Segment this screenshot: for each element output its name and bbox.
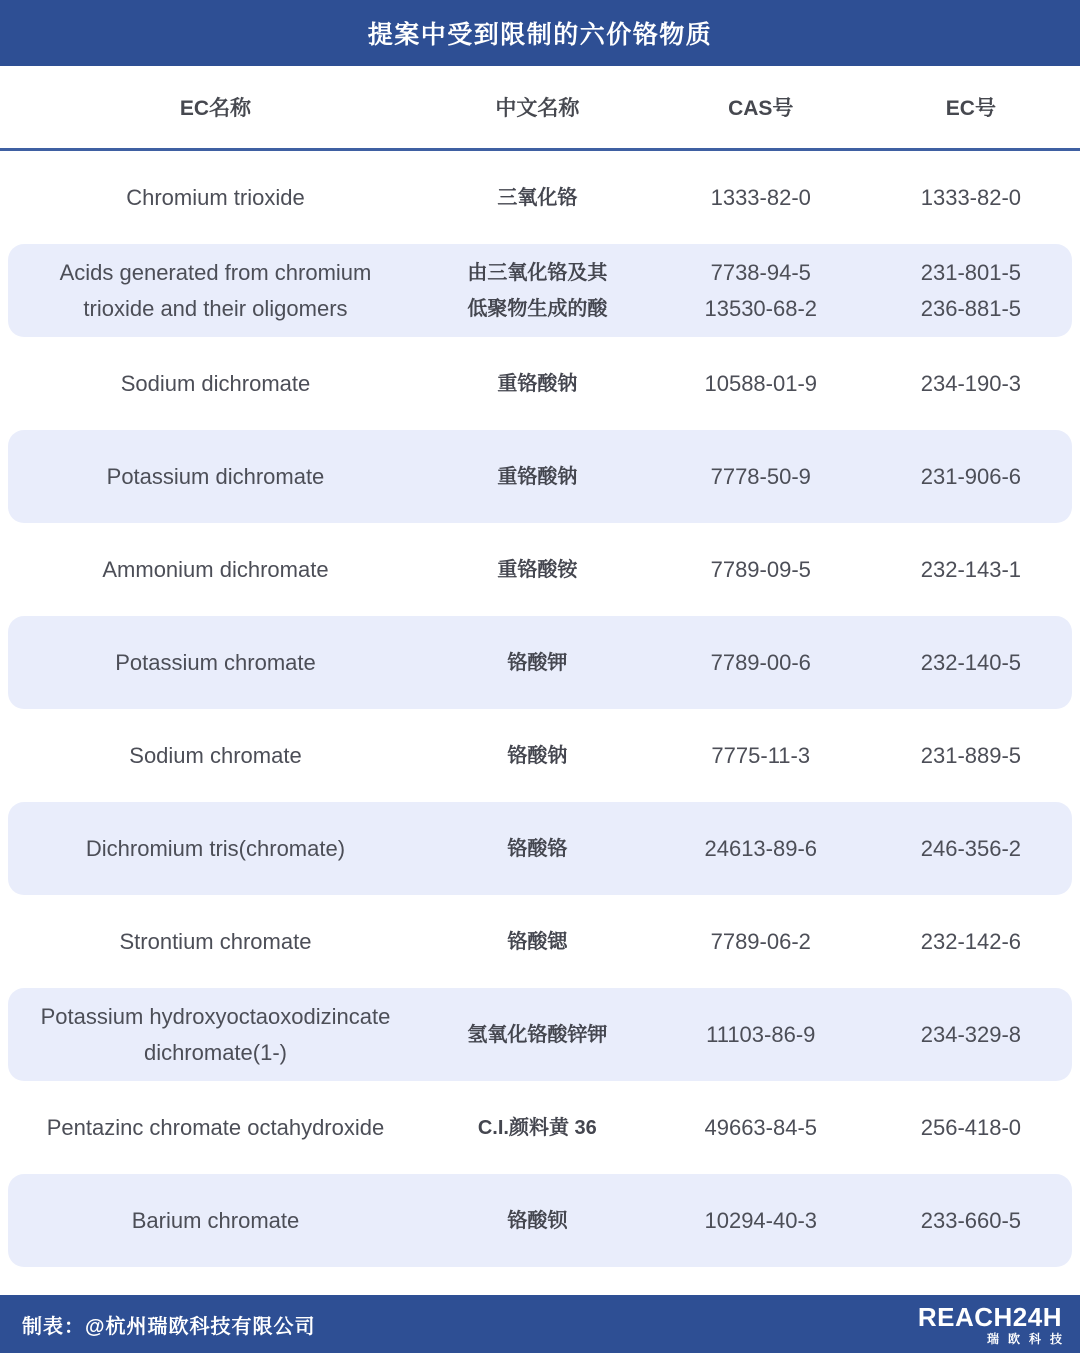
cell-ec-number: 231-906-6 [920,463,1022,489]
title-bar [0,0,1080,66]
cell-cas-number: 11103-86-9 [706,1021,816,1047]
table-row [8,709,1072,802]
cell-cn-name: 铬酸钡 [507,1209,568,1232]
table-row [8,988,1072,1081]
cell-cas-number: 7789-00-6 [710,649,811,675]
cell-ec-name: Pentazinc chromate octahydroxide [46,1114,385,1140]
cell-cn-name: 由三氧化铬及其 低聚物生成的酸 [467,261,608,320]
table-body [0,151,1080,1267]
table-row [8,616,1072,709]
cell-ec-name: Sodium dichromate [120,370,311,396]
cell-ec-number: 256-418-0 [920,1114,1022,1140]
column-header-ec-number: EC号 [945,97,996,120]
cell-ec-name: Acids generated from chromium trioxide and their oligomers [59,259,372,321]
cell-ec-name: Potassium hydroxyoctaoxodizincate dichromate(1-) [40,1003,391,1065]
cell-cas-number: 49663-84-5 [704,1114,818,1140]
cell-ec-number: 232-140-5 [920,649,1022,675]
table-header-row [8,66,1072,148]
logo-main-text: REACH24H [917,1301,1062,1332]
table-row [8,244,1072,337]
cell-cas-number: 7789-09-5 [710,556,811,582]
cell-ec-number: 231-889-5 [920,742,1022,768]
table-row [8,337,1072,430]
table-row [8,151,1072,244]
table-row [8,802,1072,895]
cell-ec-number: 233-660-5 [920,1207,1022,1233]
cell-cn-name: 铬酸铬 [507,837,568,860]
table-row [8,523,1072,616]
cell-cas-number: 7778-50-9 [710,463,811,489]
cell-cn-name: 三氧化铬 [497,186,578,209]
column-header-cn-name: 中文名称 [495,97,580,120]
cell-cas-number: 10588-01-9 [704,370,818,396]
cell-ec-number: 234-190-3 [920,370,1022,396]
cell-ec-name: Potassium chromate [115,649,316,675]
cell-cn-name: 铬酸锶 [507,930,568,953]
cell-ec-number: 232-143-1 [920,556,1022,582]
reach24h-logo [917,1301,1071,1346]
cell-cas-number: 24613-89-6 [704,835,818,861]
cell-ec-number: 1333-82-0 [920,184,1022,210]
cell-cas-number: 7738-94-5 13530-68-2 [704,259,818,321]
cell-ec-name: Strontium chromate [119,928,312,954]
table-row [8,1081,1072,1174]
cell-ec-number: 246-356-2 [920,835,1022,861]
cell-cas-number: 1333-82-0 [710,184,811,210]
cell-cn-name: C.I.颜料黄 36 [477,1116,597,1139]
cell-ec-number: 232-142-6 [920,928,1022,954]
cell-ec-name: Dichromium tris(chromate) [85,835,346,861]
table-row [8,1174,1072,1267]
cell-cas-number: 10294-40-3 [704,1207,818,1233]
cell-ec-number: 234-329-8 [920,1021,1022,1047]
cell-ec-name: Sodium chromate [129,742,302,768]
footer-bar [0,1295,1080,1353]
cell-cn-name: 铬酸钠 [507,744,568,767]
cell-cn-name: 重铬酸铵 [497,558,578,581]
cell-cas-number: 7775-11-3 [711,742,811,768]
cell-ec-name: Chromium trioxide [126,184,305,210]
logo-sub-text: 瑞欧科技 [986,1331,1071,1346]
cell-ec-number: 231-801-5 236-881-5 [920,259,1022,321]
cell-ec-name: Potassium dichromate [106,463,325,489]
column-header-ec-name: EC名称 [179,97,252,120]
credit-text: 制表：@杭州瑞欧科技有限公司 [22,1315,316,1338]
cell-ec-name: Ammonium dichromate [102,556,329,582]
cell-cas-number: 7789-06-2 [710,928,811,954]
cell-cn-name: 重铬酸钠 [497,465,578,488]
table-row [8,430,1072,523]
cell-cn-name: 重铬酸钠 [497,372,578,395]
page-title: 提案中受到限制的六价铬物质 [367,21,713,49]
column-header-cas-number: CAS号 [728,97,794,120]
cell-cn-name: 铬酸钾 [507,651,568,674]
table-row [8,895,1072,988]
cell-cn-name: 氢氧化铬酸锌钾 [467,1023,608,1046]
cell-ec-name: Barium chromate [131,1207,300,1233]
